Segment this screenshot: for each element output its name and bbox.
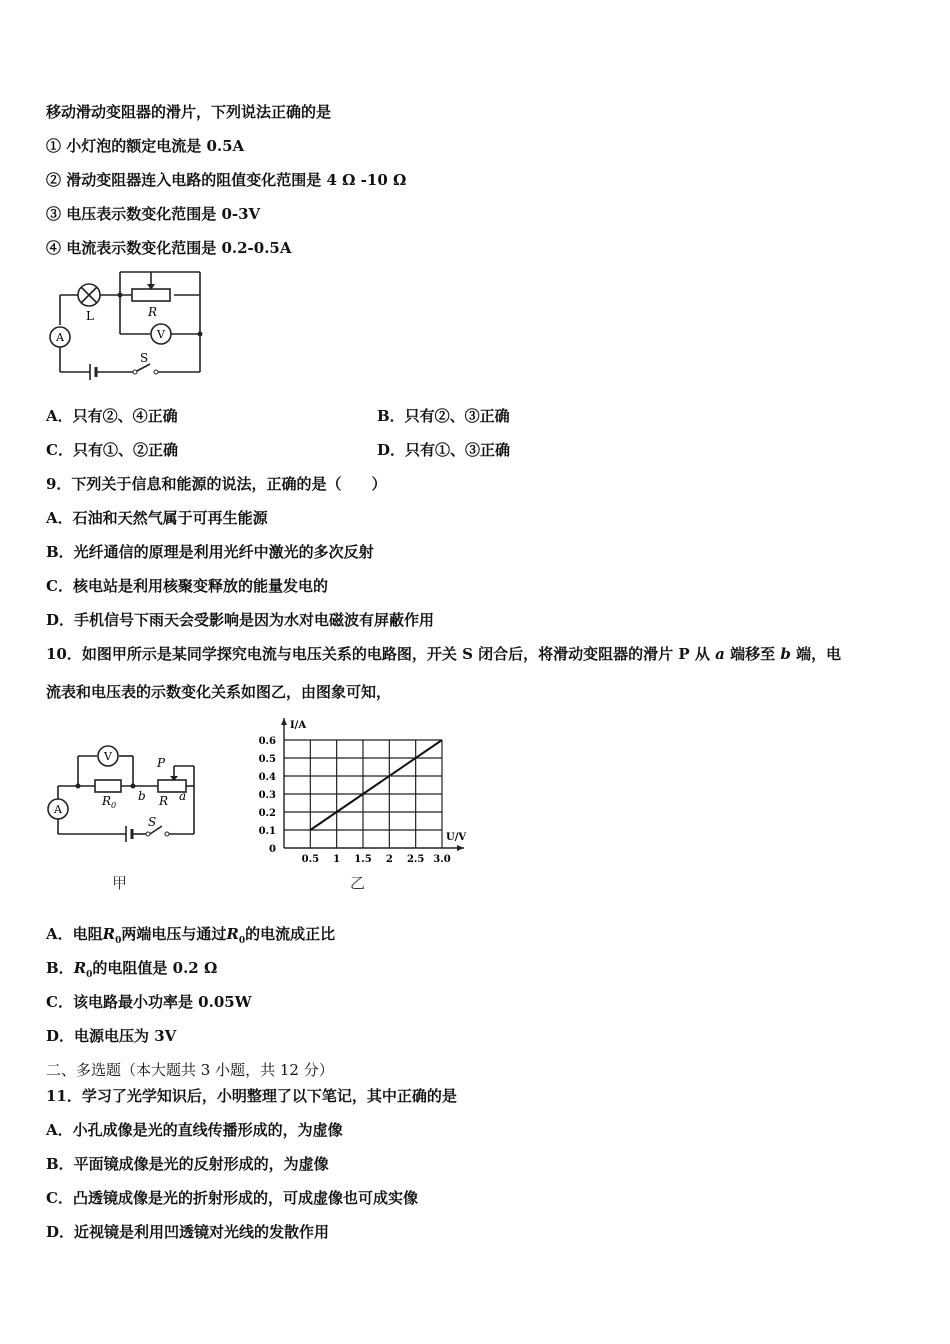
q8-voltmeter-label: V xyxy=(157,328,165,341)
q11-option-c[interactable]: C．凸透镜成像是光的折射形成的，可成虚像也可成实像 xyxy=(46,1189,418,1207)
y-tick-label: 0.5 xyxy=(258,754,276,765)
q10-circuit-diagram xyxy=(40,742,200,842)
x-tick-label: 0.5 xyxy=(301,854,320,865)
q8-statement-4: ④ 电流表示数变化范围是 0.2-0.5A xyxy=(46,239,292,257)
q11-option-d[interactable]: D．近视镜是利用凹透镜对光线的发散作用 xyxy=(46,1223,330,1241)
y-tick-label: 0 xyxy=(269,844,276,855)
q10-stem-line1: 10．如图甲所示是某同学探究电流与电压关系的电路图，开关 S 闭合后，将滑动变阻器的滑片 P 从 a 端移至 b 端，电 xyxy=(46,645,842,663)
q8-ammeter-label: A xyxy=(56,331,64,344)
q10-voltmeter-label: V xyxy=(104,750,112,763)
q10-stem-line2: 流表和电压表的示数变化关系如图乙，由图象可知， xyxy=(46,683,392,701)
q8-circuit-diagram xyxy=(40,262,220,387)
q10-p-label: P xyxy=(157,756,166,770)
y-tick-label: 0.2 xyxy=(258,808,276,819)
q8-rheostat-label: R xyxy=(148,305,158,319)
q8-statement-2: ② 滑动变阻器连入电路的阻值变化范围是 4 Ω -10 Ω xyxy=(46,171,407,189)
q10-a-label: a xyxy=(179,789,187,803)
series-line xyxy=(310,740,442,830)
q10-option-d[interactable]: D．电源电压为 3V xyxy=(46,1027,177,1045)
q9-option-d[interactable]: D．手机信号下雨天会受影响是因为水对电磁波有屏蔽作用 xyxy=(46,611,435,629)
q8-statement-1: ① 小灯泡的额定电流是 0.5A xyxy=(46,137,245,155)
q8-stem: 移动滑动变阻器的滑片，下列说法正确的是 xyxy=(46,103,332,121)
q11-option-a[interactable]: A．小孔成像是光的直线传播形成的，为虚像 xyxy=(46,1121,343,1139)
q11-stem: 11．学习了光学知识后，小明整理了以下笔记，其中正确的是 xyxy=(46,1087,457,1105)
y-tick-label: 0.4 xyxy=(258,772,276,783)
y-tick-label: 0.1 xyxy=(258,826,276,837)
q10-r-label: R xyxy=(159,794,169,808)
x-tick-label: 1.5 xyxy=(354,854,372,865)
q8-option-b[interactable]: B．只有②、③正确 xyxy=(377,407,510,425)
q10-iu-chart xyxy=(248,712,478,872)
x-tick-label: 1 xyxy=(333,854,341,865)
x-axis-arrow xyxy=(457,845,464,851)
q10-r0-label: $R_0$ xyxy=(102,794,117,810)
q10-option-a[interactable]: A．电阻$R_0$两端电压与通过$R_0$的电流成正比 xyxy=(46,925,336,946)
q8-option-a[interactable]: A．只有②、④正确 xyxy=(46,407,178,425)
x-tick-label: 2 xyxy=(385,854,393,865)
q11-option-b[interactable]: B．平面镜成像是光的反射形成的，为虚像 xyxy=(46,1155,329,1173)
q8-statement-3: ③ 电压表示数变化范围是 0-3V xyxy=(46,205,261,223)
q10-option-c[interactable]: C．该电路最小功率是 0.05W xyxy=(46,993,252,1011)
q10-caption-jia: 甲 xyxy=(112,874,128,892)
q10-ammeter-label: A xyxy=(54,803,62,816)
x-axis-label: U/V xyxy=(446,832,467,843)
y-tick-label: 0.3 xyxy=(258,790,276,801)
q10-caption-yi: 乙 xyxy=(350,874,366,892)
q10-option-b[interactable]: B．$R_0$的电阻值是 0.2 Ω xyxy=(46,959,218,980)
q9-stem: 9．下列关于信息和能源的说法，正确的是（ ） xyxy=(46,475,387,493)
y-tick-label: 0.6 xyxy=(258,736,276,747)
q10-b-label: b xyxy=(138,789,146,803)
q8-option-d[interactable]: D．只有①、③正确 xyxy=(377,441,511,459)
q9-option-b[interactable]: B．光纤通信的原理是利用光纤中激光的多次反射 xyxy=(46,543,374,561)
q9-option-a[interactable]: A．石油和天然气属于可再生能源 xyxy=(46,509,268,527)
x-tick-label: 2.5 xyxy=(406,854,425,865)
q9-option-c[interactable]: C．核电站是利用核聚变释放的能量发电的 xyxy=(46,577,328,595)
q10-s-label: S xyxy=(148,815,157,829)
section2-title: 二、多选题（本大题共 3 小题，共 12 分） xyxy=(46,1061,334,1079)
q8-switch-label: S xyxy=(140,351,149,365)
q8-lamp-label: L xyxy=(86,309,94,323)
x-tick-label: 3.0 xyxy=(433,854,451,865)
q8-option-c[interactable]: C．只有①、②正确 xyxy=(46,441,178,459)
y-axis-label: I/A xyxy=(290,720,307,731)
y-axis-arrow xyxy=(281,718,287,725)
